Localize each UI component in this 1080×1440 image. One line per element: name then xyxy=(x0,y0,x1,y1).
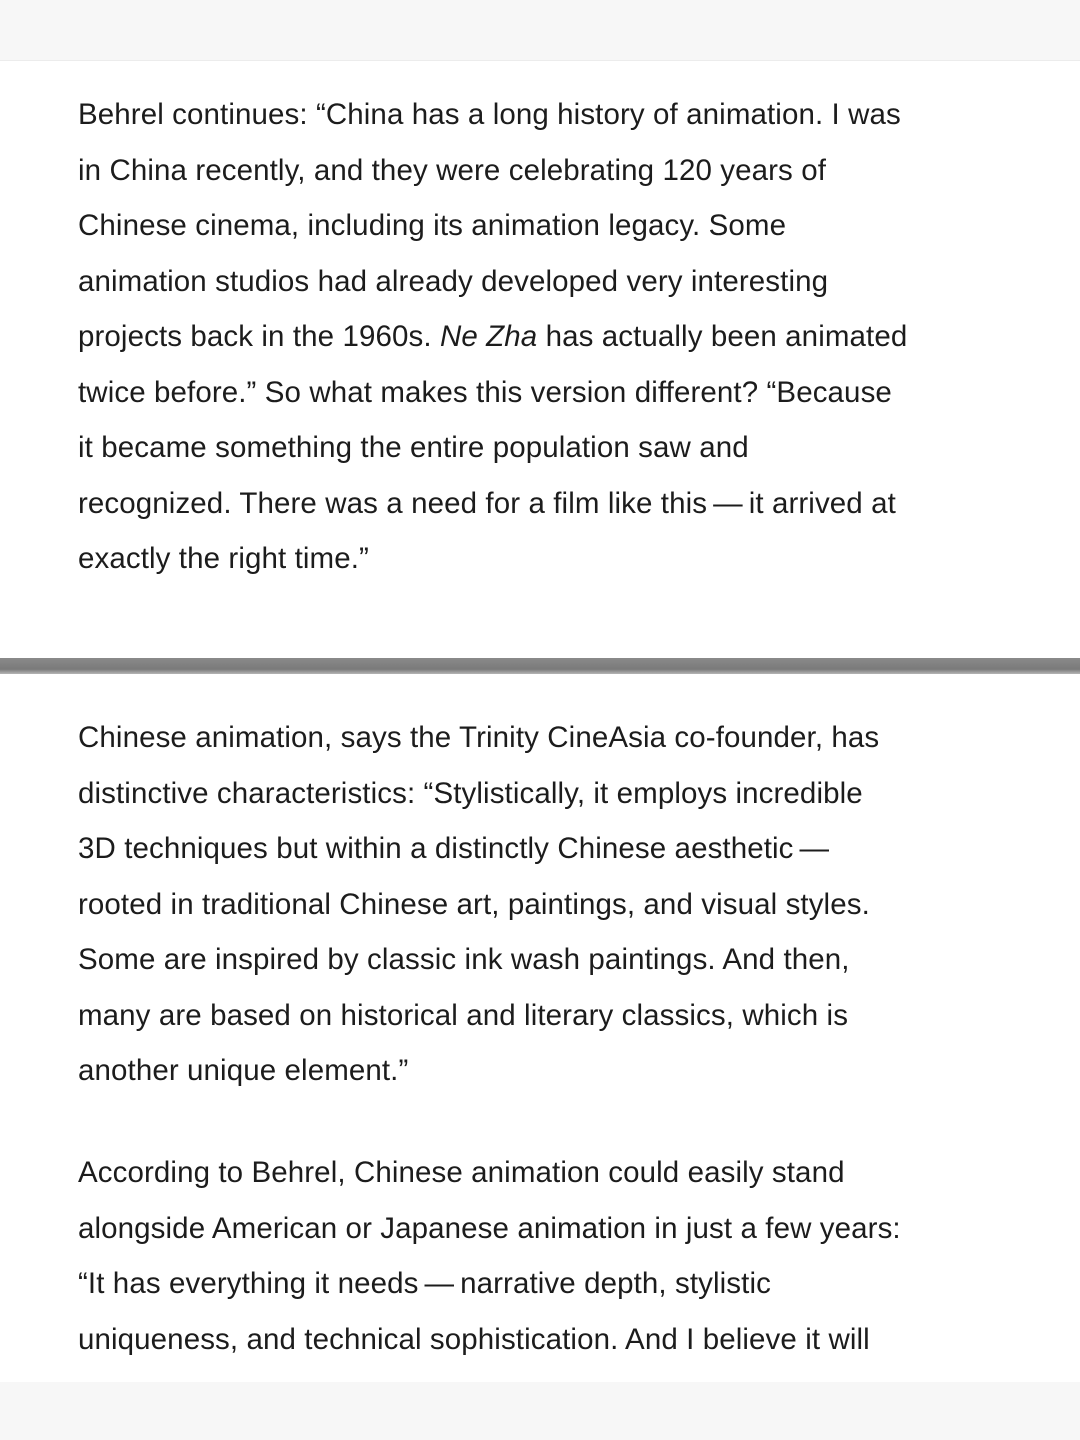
paragraph-line: rooted in traditional Chinese art, paintings, and visual styles. xyxy=(78,887,870,921)
paragraph-line: alongside American or Japanese animation in just a few years: xyxy=(78,1211,901,1245)
paragraph-line: another unique element.” xyxy=(78,1054,409,1087)
paragraph-line: exactly the right time.” xyxy=(78,542,369,575)
paragraph-line: animation studios had already developed very interesting xyxy=(78,264,829,298)
paragraph-line: uniqueness, and technical sophistication. And I believe it will xyxy=(78,1322,870,1356)
article-paragraph xyxy=(78,710,1003,1099)
paragraph-line xyxy=(78,309,1003,365)
film-title-italic: Ne Zha xyxy=(439,320,538,353)
paragraph-line: “It has everything it needs — narrative depth, stylistic xyxy=(78,1267,771,1300)
article-panel-bottom xyxy=(0,674,1080,1382)
paragraph-line: 3D techniques but within a distinctly Chinese aesthetic — xyxy=(78,832,830,865)
paragraph-line: Chinese animation, says the Trinity CineAsia co-founder, has xyxy=(78,721,880,754)
article-panel-top xyxy=(0,60,1080,658)
paragraph-line: Behrel continues: “China has a long history of animation. I was xyxy=(78,98,901,131)
paragraph-line: many are based on historical and literary classics, which is xyxy=(78,998,849,1032)
paragraph-line: distinctive characteristics: “Stylistically, it employs incredible xyxy=(78,776,863,810)
paragraph-line: recognized. There was a need for a film like this — it arrived at xyxy=(78,486,896,520)
article-paragraph xyxy=(78,87,1003,587)
line-text: has actually been animated xyxy=(537,320,908,353)
paragraph-line: it became something the entire population saw and xyxy=(78,431,749,464)
line-text: projects back in the 1960s. xyxy=(78,320,440,353)
paragraph-line: Chinese cinema, including its animation legacy. Some xyxy=(78,209,787,242)
paragraph-line: twice before.” So what makes this version different? “Because xyxy=(78,375,892,409)
paragraph-line: According to Behrel, Chinese animation could easily stand xyxy=(78,1156,845,1189)
paragraph-line: in China recently, and they were celebrating 120 years of xyxy=(78,153,826,187)
paragraph-line: Some are inspired by classic ink wash paintings. And then, xyxy=(78,943,850,976)
article-paragraph xyxy=(78,1145,1003,1367)
screenshot-divider xyxy=(0,658,1080,674)
